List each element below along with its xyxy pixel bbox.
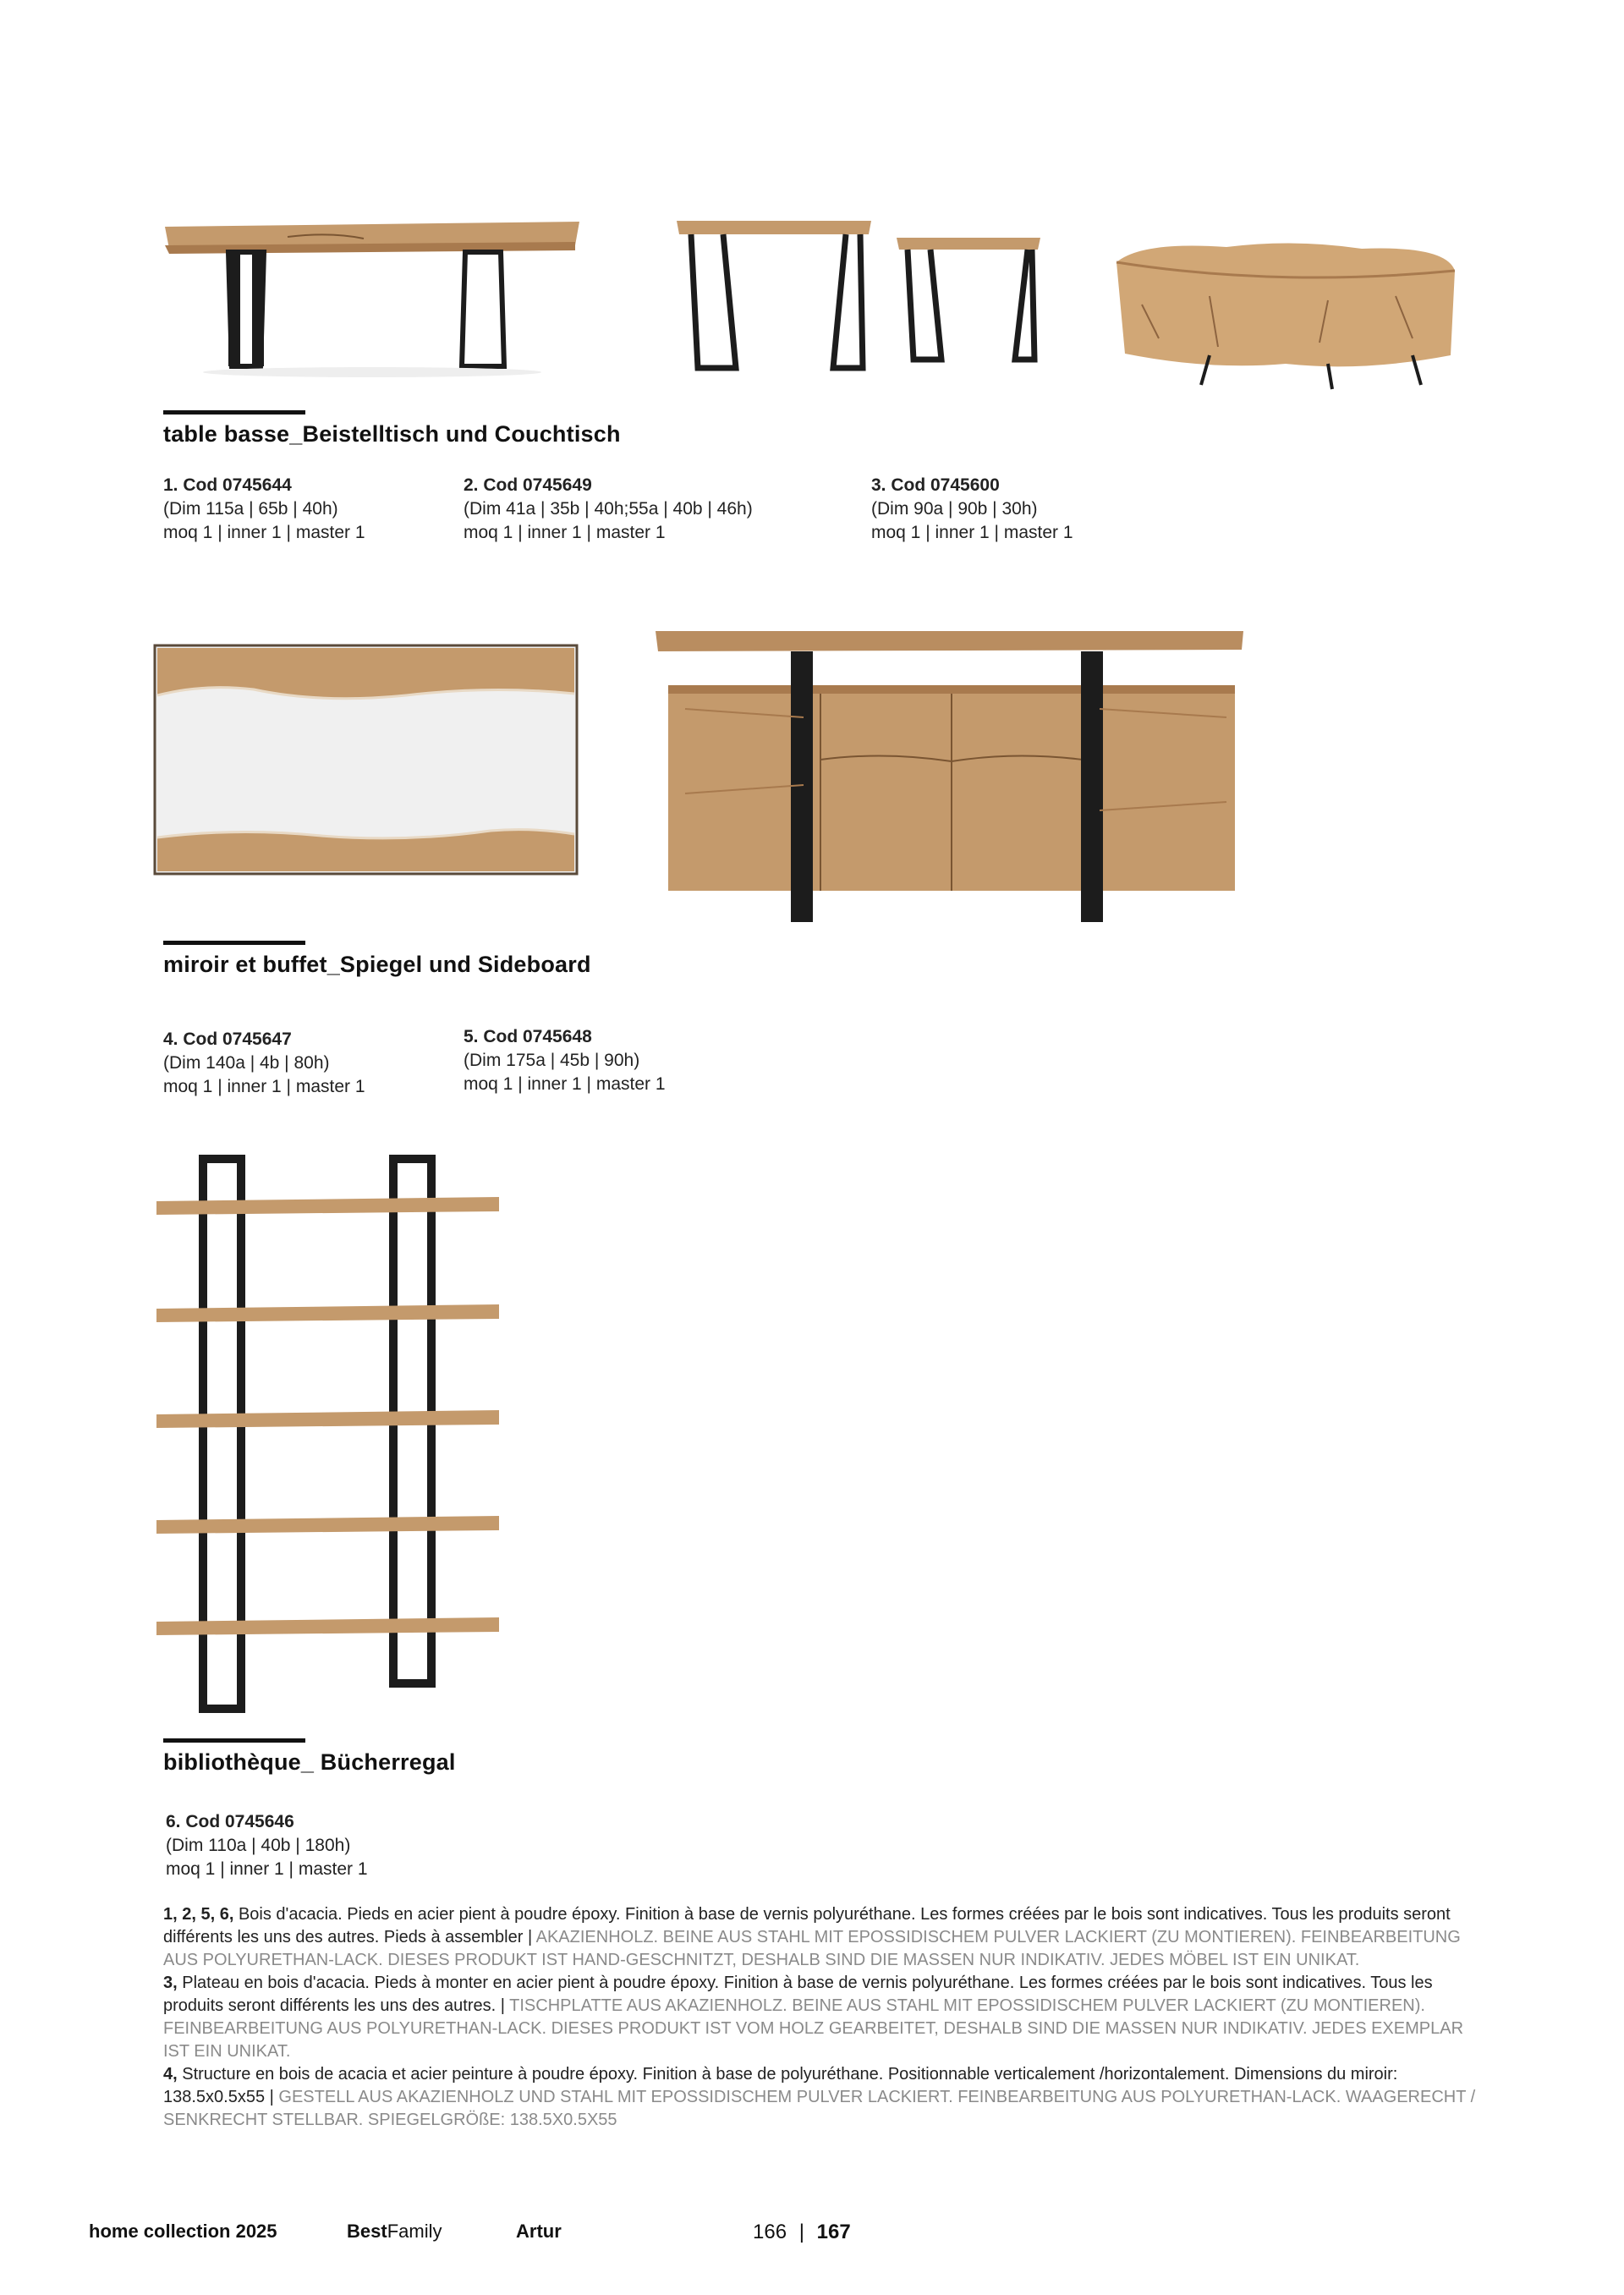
product-code: 4. Cod 0745647 (163, 1029, 292, 1049)
section-title-tables: table basse_Beistelltisch und Couchtisch (163, 421, 621, 447)
section-rule (163, 1738, 305, 1743)
section-rule (163, 410, 305, 415)
note-2 (163, 1972, 1483, 2063)
note-german: GESTELL AUS AKAZIENHOLZ UND STAHL MIT EPOSSIDISCHEM PULVER LACKIERT. FEINBEARBEITUNG AUS POLYURETHAN-LACK. WAAGERECHT / SENKRECHT STELLBAR. SPIEGELGRÖßE: 138.5X0.5X55 (163, 2088, 1476, 2129)
product-dimensions: (Dim 115a | 65b | 40h) (163, 499, 338, 519)
note-german: TISCHPLATTE AUS AKAZIENHOLZ. BEINE AUS STAHL MIT EPOSSIDISCHEM PULVER LACKIERT (ZU MONTIEREN). FEINBEARBEITUNG AUS POLYURETHAN-LACK. DIESES PRODUKT IST VOM HOLZ GEARBEITET, DESHALB SIND DIE MASSEN NUR INDIKATIV. JEDES EXEMPLAR IST EIN UNIKAT. (163, 1996, 1464, 2061)
section-rule (163, 941, 305, 945)
note-1 (163, 1903, 1483, 1972)
product-dimensions: (Dim 175a | 45b | 90h) (464, 1051, 640, 1070)
footer-brand-logo (347, 2221, 442, 2243)
product-spec-3 (871, 474, 1073, 545)
product-notes (163, 1903, 1483, 2132)
note-3 (163, 2063, 1483, 2132)
product-moq: moq 1 | inner 1 | master 1 (163, 1077, 365, 1096)
footer-page-numbers (753, 2221, 851, 2244)
product-moq: moq 1 | inner 1 | master 1 (464, 1074, 666, 1094)
product-code: 2. Cod 0745649 (464, 475, 592, 495)
product-moq: moq 1 | inner 1 | master 1 (464, 523, 666, 542)
note-german: AKAZIENHOLZ. BEINE AUS STAHL MIT EPOSSIDISCHEM PULVER LACKIERT (ZU MONTIEREN). FEINBEARBEITUNG AUS POLYURETHAN-LACK. DIESES PRODUKT IST HAND-GESCHNITZT, DESHALB SIND DIE MASSEN NUR INDIKATIV. JEDES MÖBEL IST EIN UNIKAT. (163, 1928, 1461, 1969)
page-number-left: 166 (753, 2221, 787, 2243)
page-number-right: 167 (816, 2221, 851, 2243)
sideboard-image (651, 624, 1248, 937)
product-dimensions: (Dim 140a | 4b | 80h) (163, 1053, 330, 1073)
brand-light: Family (387, 2221, 442, 2242)
page-separator: | (798, 2221, 804, 2243)
product-spec-5 (464, 1025, 666, 1096)
note-number: 3, (163, 1974, 178, 1992)
note-number: 4, (163, 2065, 178, 2084)
product-moq: moq 1 | inner 1 | master 1 (871, 523, 1073, 542)
product-spec-1 (163, 474, 365, 545)
product-dimensions: (Dim 41a | 35b | 40h;55a | 40b | 46h) (464, 499, 753, 519)
product-code: 3. Cod 0745600 (871, 475, 1000, 495)
log-table-image (1108, 237, 1463, 406)
product-moq: moq 1 | inner 1 | master 1 (163, 523, 365, 542)
note-number: 1, 2, 5, 6, (163, 1905, 234, 1924)
note-french: Plateau en bois d'acacia. Pieds à monter en acier pient à poudre époxy. Finition à base de vernis polyuréthane. Les formes créées par le bois sont indicatives. Tous les produits seront différents les uns des autres. | (163, 1974, 1433, 2015)
section-title-mirror-buffet: miroir et buffet_Spiegel und Sideboard (163, 952, 591, 977)
note-french: Structure en bois de acacia et acier peinture à poudre époxy. Finition à base de polyuréthane. Positionnable verticalement /horizontalement. Dimensions du miroir: 138.5x0.5x55 | (163, 2065, 1398, 2106)
product-spec-2 (464, 474, 753, 545)
note-french: Bois d'acacia. Pieds en acier pient à poudre époxy. Finition à base de vernis polyuréthane. Les formes créées par le bois sont indicatives. Tous les produits seront différents les uns des autres. Pieds à assembler | (163, 1905, 1451, 1946)
product-moq: moq 1 | inner 1 | master 1 (166, 1859, 368, 1879)
coffee-table-image (161, 211, 584, 381)
mirror-image (152, 643, 579, 880)
bookcase-image (152, 1150, 508, 1726)
brand-bold: Best (347, 2221, 387, 2242)
product-dimensions: (Dim 110a | 40b | 180h) (166, 1836, 351, 1855)
product-spec-6 (166, 1810, 368, 1881)
product-code: 5. Cod 0745648 (464, 1027, 592, 1046)
product-spec-4 (163, 1028, 365, 1099)
footer-line-name: Artur (516, 2221, 562, 2242)
footer-collection: home collection 2025 (89, 2221, 277, 2242)
section-title-bookcase: bibliothèque_ Bücherregal (163, 1749, 456, 1775)
side-tables-image (672, 216, 1045, 385)
product-dimensions: (Dim 90a | 90b | 30h) (871, 499, 1038, 519)
product-code: 6. Cod 0745646 (166, 1812, 294, 1831)
product-code: 1. Cod 0745644 (163, 475, 292, 495)
